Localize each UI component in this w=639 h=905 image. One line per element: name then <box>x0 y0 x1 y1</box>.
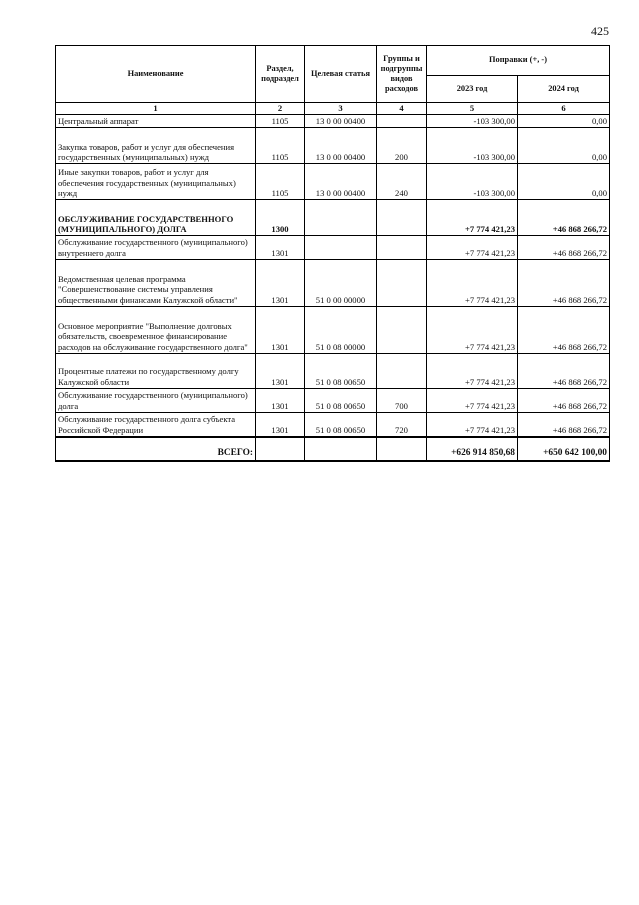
total-empty-cell <box>256 437 305 461</box>
row-target: 13 0 00 00400 <box>305 115 377 128</box>
row-2024: 0,00 <box>518 115 610 128</box>
row-name: ОБСЛУЖИВАНИЕ ГОСУДАРСТВЕННОГО (МУНИЦИПАЛЬНОГО) ДОЛГА <box>56 200 256 236</box>
total-2024: +650 642 100,00 <box>518 437 610 461</box>
row-2023: +7 774 421,23 <box>427 307 518 354</box>
total-label: ВСЕГО: <box>56 437 256 461</box>
column-index: 1 <box>56 103 256 115</box>
header-year-2024: 2024 год <box>518 76 610 103</box>
table-row <box>56 260 610 307</box>
row-section: 1301 <box>256 260 305 307</box>
row-group <box>377 200 427 236</box>
row-2023: -103 300,00 <box>427 164 518 200</box>
total-empty-cell <box>305 437 377 461</box>
header-target: Целевая статья <box>305 46 377 103</box>
page-number: 425 <box>591 24 609 38</box>
table-row <box>56 389 610 413</box>
row-2023: -103 300,00 <box>427 115 518 128</box>
row-target: 13 0 00 00400 <box>305 128 377 164</box>
row-group <box>377 236 427 260</box>
header-groups: Группы и подгруппы видов расходов <box>377 46 427 103</box>
row-target <box>305 236 377 260</box>
row-group: 240 <box>377 164 427 200</box>
row-2024: 0,00 <box>518 164 610 200</box>
table-row <box>56 164 610 200</box>
column-index: 6 <box>518 103 610 115</box>
table-row <box>56 128 610 164</box>
row-section: 1105 <box>256 128 305 164</box>
row-name: Обслуживание государственного долга субъекта Российской Федерации <box>56 413 256 437</box>
row-target: 51 0 08 00650 <box>305 354 377 389</box>
row-group <box>377 354 427 389</box>
row-section: 1105 <box>256 164 305 200</box>
row-2023: -103 300,00 <box>427 128 518 164</box>
column-index: 2 <box>256 103 305 115</box>
row-name: Закупка товаров, работ и услуг для обеспечения государственных (муниципальных) нужд <box>56 128 256 164</box>
row-2024: +46 868 266,72 <box>518 236 610 260</box>
table-row <box>56 307 610 354</box>
row-target: 51 0 08 00650 <box>305 389 377 413</box>
row-2023: +7 774 421,23 <box>427 260 518 307</box>
row-2023: +7 774 421,23 <box>427 389 518 413</box>
row-target <box>305 200 377 236</box>
header-year-2023: 2023 год <box>427 76 518 103</box>
row-group <box>377 115 427 128</box>
table-row <box>56 115 610 128</box>
row-target: 51 0 00 00000 <box>305 260 377 307</box>
row-section: 1301 <box>256 413 305 437</box>
row-2024: 0,00 <box>518 128 610 164</box>
row-2024: +46 868 266,72 <box>518 354 610 389</box>
row-group: 200 <box>377 128 427 164</box>
budget-amendments-table <box>55 45 610 462</box>
row-2023: +7 774 421,23 <box>427 200 518 236</box>
row-name: Ведомственная целевая программа "Совершенствование системы управления общественными финансами Калужской области" <box>56 260 256 307</box>
row-name: Процентные платежи по государственному долгу Калужской области <box>56 354 256 389</box>
table-row <box>56 200 610 236</box>
table-row <box>56 354 610 389</box>
row-2023: +7 774 421,23 <box>427 413 518 437</box>
row-2023: +7 774 421,23 <box>427 236 518 260</box>
row-section: 1301 <box>256 236 305 260</box>
row-section: 1105 <box>256 115 305 128</box>
row-name: Обслуживание государственного (муниципального) внутреннего долга <box>56 236 256 260</box>
column-index: 4 <box>377 103 427 115</box>
row-name: Иные закупки товаров, работ и услуг для обеспечения государственных (муниципальных) нужд <box>56 164 256 200</box>
total-row <box>56 437 610 461</box>
header-name: Наименование <box>56 46 256 103</box>
column-index-row <box>56 103 610 115</box>
row-2024: +46 868 266,72 <box>518 260 610 307</box>
row-2024: +46 868 266,72 <box>518 200 610 236</box>
table-row <box>56 413 610 437</box>
row-section: 1301 <box>256 389 305 413</box>
row-section: 1300 <box>256 200 305 236</box>
row-section: 1301 <box>256 354 305 389</box>
column-index: 3 <box>305 103 377 115</box>
row-target: 51 0 08 00650 <box>305 413 377 437</box>
total-2023: +626 914 850,68 <box>427 437 518 461</box>
row-group <box>377 307 427 354</box>
row-name: Центральный аппарат <box>56 115 256 128</box>
row-2024: +46 868 266,72 <box>518 413 610 437</box>
row-section: 1301 <box>256 307 305 354</box>
row-group: 720 <box>377 413 427 437</box>
row-2024: +46 868 266,72 <box>518 389 610 413</box>
table-row <box>56 236 610 260</box>
row-target: 13 0 00 00400 <box>305 164 377 200</box>
header-amendments: Поправки (+, -) <box>427 46 610 76</box>
row-2023: +7 774 421,23 <box>427 354 518 389</box>
row-group <box>377 260 427 307</box>
row-name: Основное мероприятие "Выполнение долговых обязательств, своевременное финансирование расходов на обслуживание государственного долга" <box>56 307 256 354</box>
column-index: 5 <box>427 103 518 115</box>
row-2024: +46 868 266,72 <box>518 307 610 354</box>
header-section: Раздел, подраздел <box>256 46 305 103</box>
row-group: 700 <box>377 389 427 413</box>
total-empty-cell <box>377 437 427 461</box>
row-target: 51 0 08 00000 <box>305 307 377 354</box>
row-name: Обслуживание государственного (муниципального) долга <box>56 389 256 413</box>
